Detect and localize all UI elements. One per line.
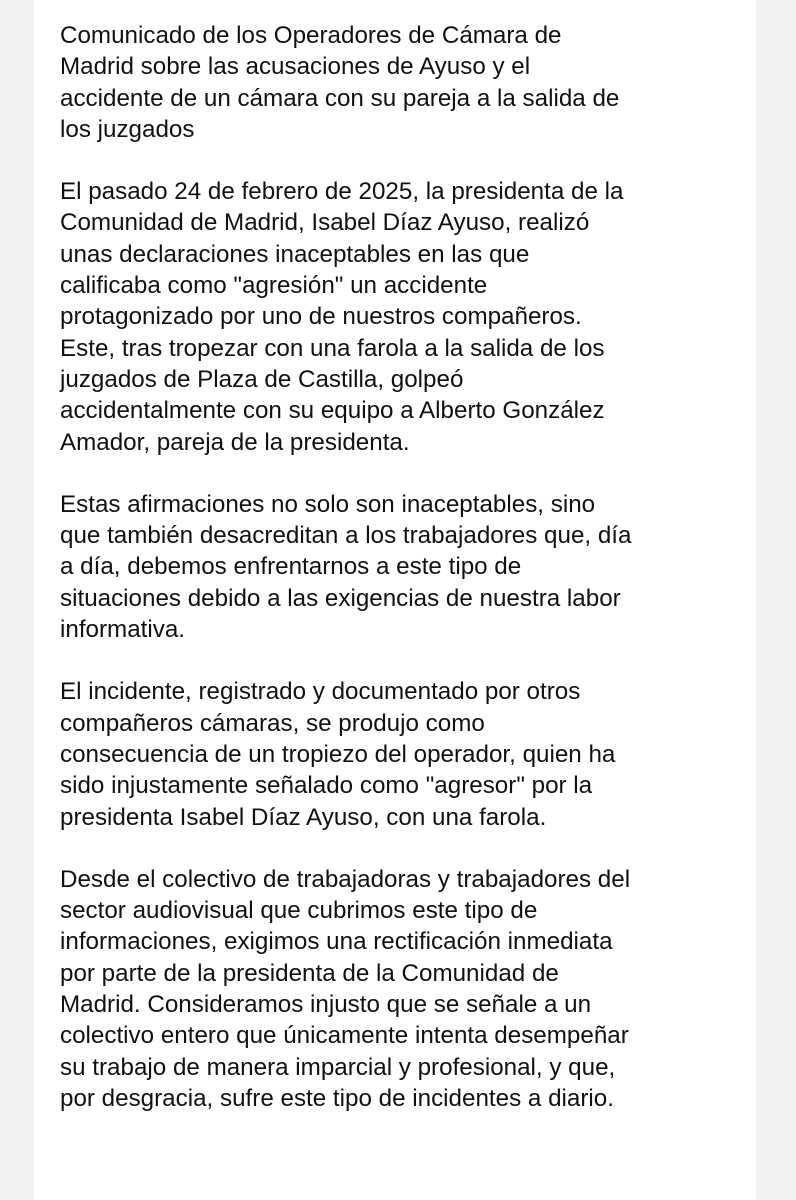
text-line: colectivo entero que únicamente intenta desempeñar — [60, 1022, 629, 1050]
text-line: Desde el colectivo de trabajadoras y trabajadores del — [60, 865, 631, 893]
title-line: Madrid sobre las acusaciones de Ayuso y el — [60, 53, 531, 81]
text-line: compañeros cámaras, se produjo como — [60, 709, 485, 737]
right-margin — [756, 0, 796, 1200]
text-line: a día, debemos enfrentarnos a este tipo de — [60, 553, 522, 581]
text-line: unas declaraciones inaceptables en las que — [60, 240, 530, 268]
text-line: su trabajo de manera imparcial y profesional, y que, — [60, 1053, 616, 1081]
paragraph-demand-rectification — [60, 864, 732, 1114]
text-line: Madrid. Consideramos injusto que se señale a un — [60, 991, 592, 1019]
text-line: Amador, pareja de la presidenta. — [60, 428, 410, 456]
text-line: Estas afirmaciones no solo son inaceptables, sino — [60, 490, 596, 518]
text-line: situaciones debido a las exigencias de nuestra labor — [60, 584, 621, 612]
title-line: Comunicado de los Operadores de Cámara de — [60, 22, 562, 49]
text-line: sido injustamente señalado como "agresor" por la — [60, 772, 593, 800]
text-line: por parte de la presidenta de la Comunidad de — [60, 959, 559, 987]
text-line: por desgracia, sufre este tipo de incidentes a diario. — [60, 1084, 614, 1112]
text-line: sector audiovisual que cubrimos este tipo de — [60, 897, 538, 925]
left-margin — [0, 0, 34, 1200]
text-line: calificaba como "agresión" un accidente — [60, 272, 488, 300]
text-line: informativa. — [60, 616, 186, 644]
text-line: El pasado 24 de febrero de 2025, la presidenta de la — [60, 178, 624, 206]
text-line: Este, tras tropezar con una farola a la salida de los — [60, 334, 605, 362]
text-line: El incidente, registrado y documentado por otros — [60, 678, 581, 706]
title-line: los juzgados — [60, 115, 195, 143]
statement-document — [34, 0, 756, 1200]
text-line: que también desacreditan a los trabajadores que, día — [60, 522, 632, 550]
text-line: juzgados de Plaza de Castilla, golpeó — [60, 365, 464, 393]
text-line: Comunidad de Madrid, Isabel Díaz Ayuso, realizó — [60, 209, 590, 237]
paragraph-unacceptable-claims — [60, 489, 732, 645]
text-line: informaciones, exigimos una rectificación inmediata — [60, 928, 613, 956]
paragraph-incident-documented — [60, 676, 732, 832]
paragraph-incident-declarations — [60, 176, 732, 458]
text-line: protagonizado por uno de nuestros compañeros. — [60, 303, 582, 331]
title-line: accidente de un cámara con su pareja a la salida de — [60, 84, 620, 112]
text-line: consecuencia de un tropiezo del operador, quien ha — [60, 740, 616, 768]
statement-title — [60, 20, 732, 145]
text-line: presidenta Isabel Díaz Ayuso, con una farola. — [60, 803, 547, 831]
text-line: accidentalmente con su equipo a Alberto González — [60, 397, 605, 425]
